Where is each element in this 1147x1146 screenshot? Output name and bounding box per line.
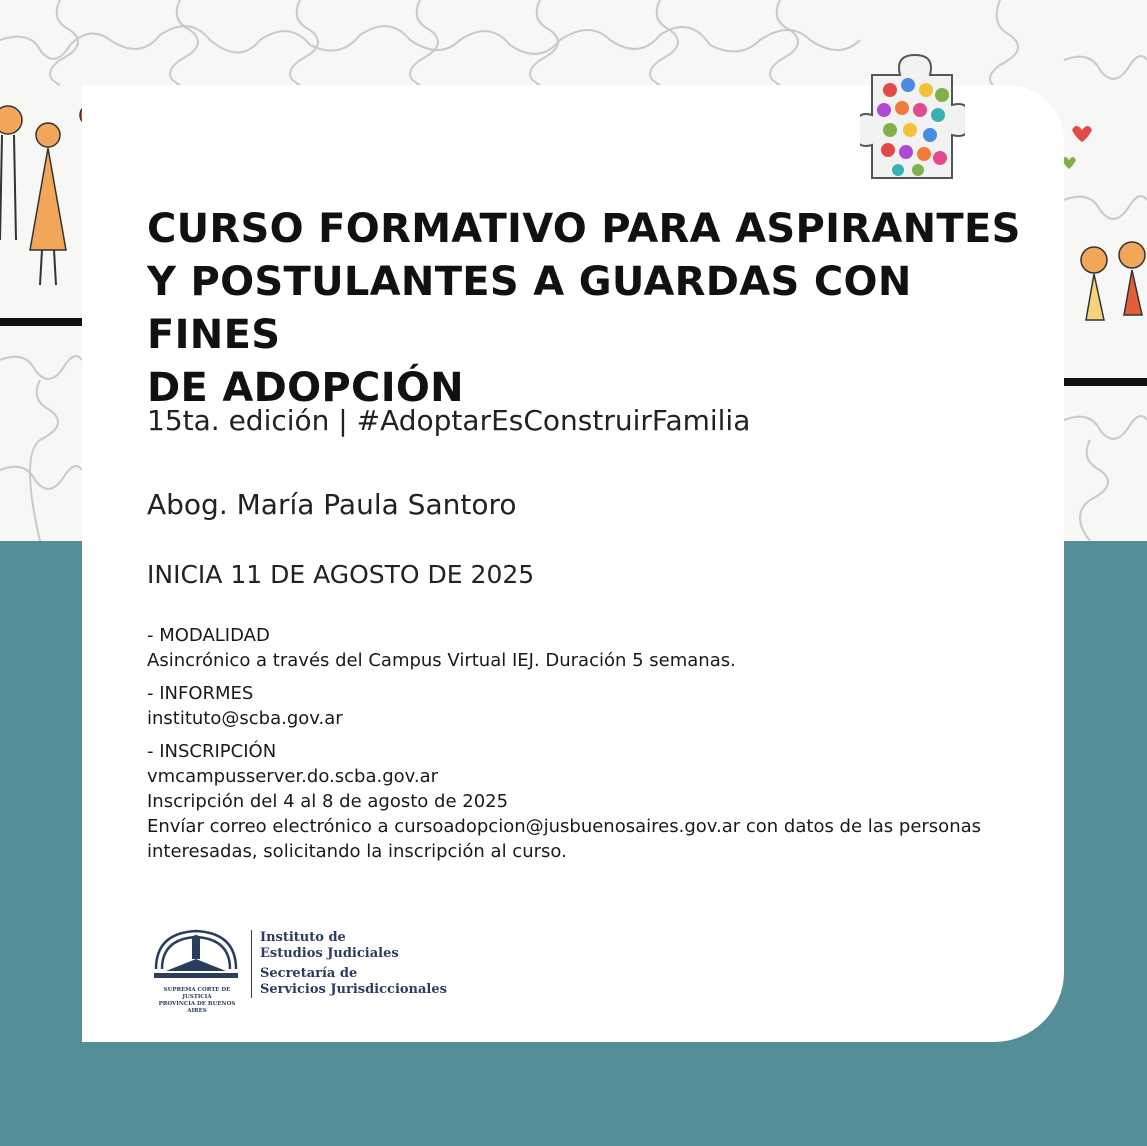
title-line: DE ADOPCIÓN — [147, 365, 464, 411]
heart-puzzle-piece-icon — [860, 50, 965, 185]
institution-line: Instituto de — [260, 930, 346, 945]
detail-inscripcion — [147, 739, 1027, 864]
course-title — [147, 203, 1027, 415]
detail-text: Inscripción del 4 al 8 de agosto de 2025 — [147, 791, 509, 812]
seal-caption — [150, 987, 244, 1015]
institution-line: Estudios Judiciales — [260, 946, 399, 961]
seal-caption-line: PROVINCIA DE BUENOS AIRES — [158, 1001, 236, 1014]
logo-divider — [251, 930, 252, 998]
detail-heading: - INFORMES — [147, 683, 254, 704]
campus-link[interactable]: vmcampusserver.do.scba.gov.ar — [147, 766, 439, 787]
detail-heading: - MODALIDAD — [147, 625, 270, 646]
start-date: INICIA 11 DE AGOSTO DE 2025 — [147, 560, 535, 589]
detail-text: Asincrónico a través del Campus Virtual IEJ. Duración 5 semanas. — [147, 650, 736, 671]
detail-text: interesadas, solicitando la inscripción al curso. — [147, 841, 567, 862]
children-drawing-right — [1064, 120, 1147, 420]
title-line: CURSO FORMATIVO PARA ASPIRANTES — [147, 206, 1021, 252]
course-details — [147, 623, 1027, 872]
secretariat-line: Servicios Jurisdiccionales — [260, 982, 447, 997]
detail-heading: - INSCRIPCIÓN — [147, 741, 277, 762]
detail-modalidad — [147, 623, 1027, 673]
edition-subtitle: 15ta. edición | #AdoptarEsConstruirFamilia — [147, 404, 751, 437]
detail-text: Envíar correo electrónico a cursoadopcion@jusbuenosaires.gov.ar con datos de las personas — [147, 816, 982, 837]
children-drawing-left — [0, 90, 82, 340]
email-link[interactable]: instituto@scba.gov.ar — [147, 708, 343, 729]
secretariat-line: Secretaría de — [260, 966, 358, 981]
author-name: Abog. María Paula Santoro — [147, 488, 517, 521]
detail-informes — [147, 681, 1027, 731]
seal-caption-line: SUPREMA CORTE DE JUSTICIA — [163, 987, 231, 1000]
title-line: Y POSTULANTES A GUARDAS CON FINES — [147, 259, 912, 358]
institution-name — [260, 930, 447, 998]
